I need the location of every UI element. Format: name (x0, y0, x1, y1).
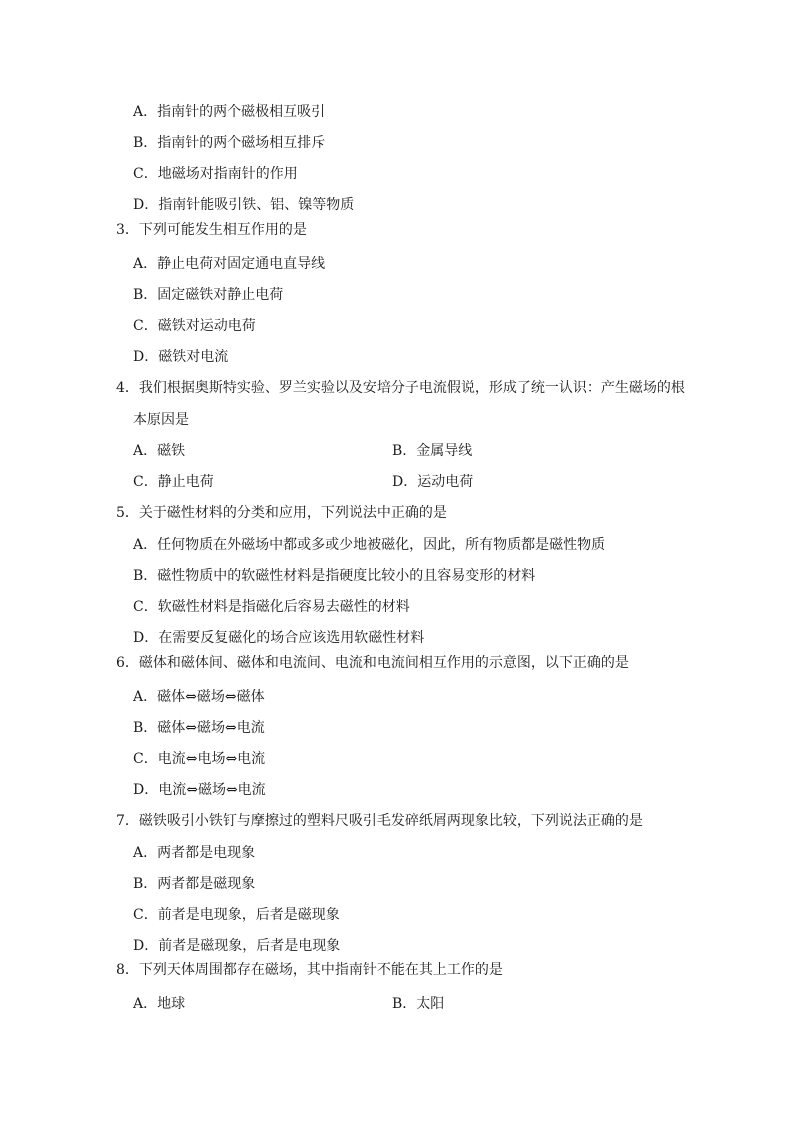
q5-option-c: C．软磁性材料是指磁化后容易去磁性的材料 (133, 599, 410, 615)
q5-option-b: B．磁性物质中的软磁性材料是指硬度比较小的且容易变形的材料 (133, 568, 536, 584)
q2-option-a: A．指南针的两个磁极相互吸引 (133, 104, 326, 120)
q7-option-b: B．两者都是磁现象 (133, 876, 256, 892)
q4-stem: 4．我们根据奥斯特实验、罗兰实验以及安培分子电流假说，形成了统一认识：产生磁场的根 (116, 380, 685, 396)
q4-option-c: C．静止电荷 (133, 474, 214, 490)
q4-stem-continued: 本原因是 (133, 412, 189, 428)
q3-option-c: C．磁铁对运动电荷 (133, 318, 256, 334)
q3-option-a: A．静止电荷对固定通电直导线 (133, 256, 326, 272)
q4-option-b: B．金属导线 (392, 443, 473, 459)
q2-option-c: C．地磁场对指南针的作用 (133, 166, 298, 182)
q6-option-d: D．电流⇔磁场⇔电流 (133, 782, 266, 798)
q2-option-d: D．指南针能吸引铁、铝、镍等物质 (133, 197, 355, 213)
q7-option-a: A．两者都是电现象 (133, 845, 256, 861)
q3-option-b: B．固定磁铁对静止电荷 (133, 287, 284, 303)
q6-option-a: A．磁体⇔磁场⇔磁体 (133, 689, 265, 705)
q5-stem: 5．关于磁性材料的分类和应用，下列说法中正确的是 (116, 505, 447, 521)
q5-option-a: A．任何物质在外磁场中都或多或少地被磁化，因此，所有物质都是磁性物质 (133, 537, 606, 553)
q4-option-d: D．运动电荷 (392, 474, 474, 490)
q8-option-b: B．太阳 (392, 996, 445, 1012)
q5-option-d: D．在需要反复磁化的场合应该选用软磁性材料 (133, 630, 425, 646)
q6-option-b: B．磁体⇔磁场⇔电流 (133, 720, 265, 736)
q3-option-d: D．磁铁对电流 (133, 349, 229, 365)
q7-option-c: C．前者是电现象，后者是磁现象 (133, 907, 340, 923)
q4-option-a: A．磁铁 (133, 443, 186, 459)
q7-option-d: D．前者是磁现象，后者是电现象 (133, 938, 341, 954)
q7-stem: 7．磁铁吸引小铁钉与摩擦过的塑料尺吸引毛发碎纸屑两现象比较，下列说法正确的是 (116, 813, 643, 829)
q3-stem: 3．下列可能发生相互作用的是 (116, 222, 307, 238)
q6-option-c: C．电流⇔电场⇔电流 (133, 751, 266, 767)
q6-stem: 6．磁体和磁体间、磁体和电流间、电流和电流间相互作用的示意图，以下正确的是 (116, 655, 629, 671)
q2-option-b: B．指南针的两个磁场相互排斥 (133, 135, 326, 151)
q8-stem: 8．下列天体周围都存在磁场，其中指南针不能在其上工作的是 (116, 962, 503, 978)
q8-option-a: A．地球 (133, 996, 186, 1012)
